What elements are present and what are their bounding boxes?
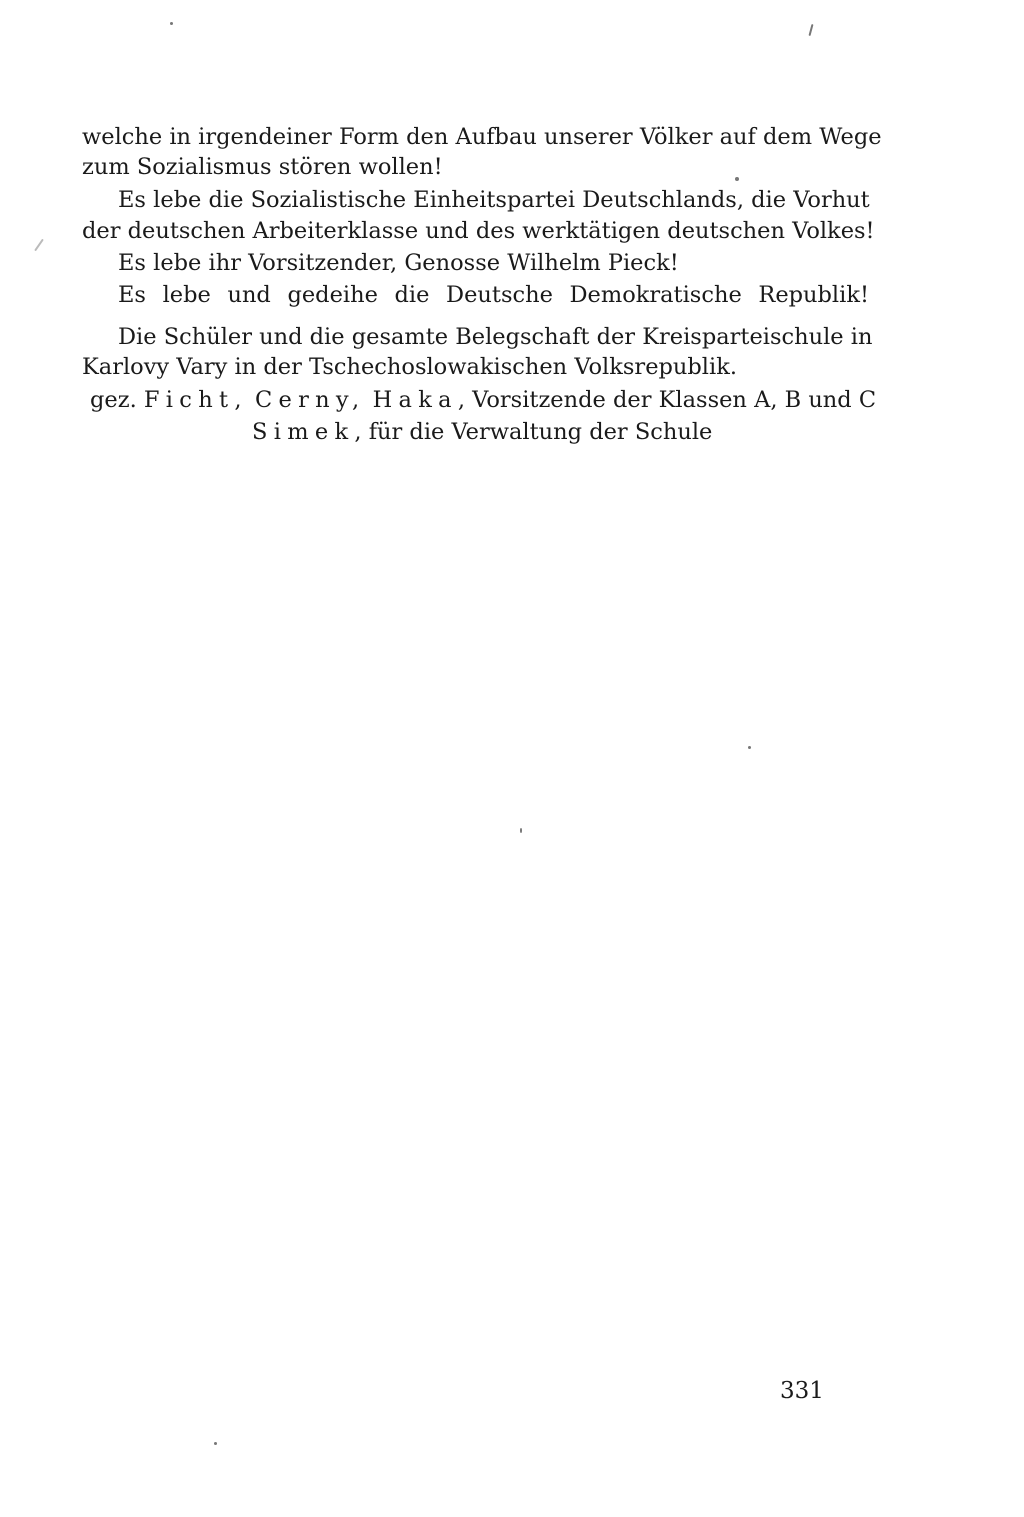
text-line-1: welche in irgendeiner Form den Aufbau unserer Völker auf dem Wege <box>82 124 882 150</box>
text-line-7: Die Schüler und die gesamte Belegschaft der Kreisparteischule in <box>118 324 873 350</box>
signatory-role-2: , für die Verwaltung der Schule <box>354 419 713 445</box>
scan-speck <box>170 22 173 25</box>
signature-prefix: gez. <box>90 387 137 413</box>
scan-speck <box>748 746 751 749</box>
signature-line-1: gez. Ficht, Cerny, Haka, Vorsitzende der Klassen A, B und C <box>90 387 877 413</box>
text-line-6: Es lebe und gedeihe die Deutsche Demokratische Republik! <box>118 282 869 308</box>
scan-speck <box>520 828 522 833</box>
text-line-5: Es lebe ihr Vorsitzender, Genosse Wilhelm Pieck! <box>118 250 679 276</box>
signatory-name-4: Simek <box>252 419 355 445</box>
signature-line-2 <box>252 417 712 447</box>
signatory-name-2: Cerny <box>254 387 352 413</box>
signatory-name-3: Haka <box>372 387 458 413</box>
scan-speck <box>34 239 44 252</box>
scan-speck <box>214 1442 217 1445</box>
signatory-role-1: , Vorsitzende der Klassen A, B und C <box>457 387 877 413</box>
scan-speck <box>735 177 739 181</box>
page-number: 331 <box>780 1378 824 1404</box>
scan-speck <box>808 24 813 36</box>
signatory-name-1: Ficht <box>143 387 235 413</box>
text-line-2: zum Sozialismus stören wollen! <box>82 154 443 180</box>
text-line-4: der deutschen Arbeiterklasse und des werktätigen deutschen Volkes! <box>82 218 875 244</box>
text-line-3: Es lebe die Sozialistische Einheitspartei Deutschlands, die Vorhut <box>118 187 870 213</box>
text-line-8: Karlovy Vary in der Tschechoslowakischen Volksrepublik. <box>82 354 737 380</box>
